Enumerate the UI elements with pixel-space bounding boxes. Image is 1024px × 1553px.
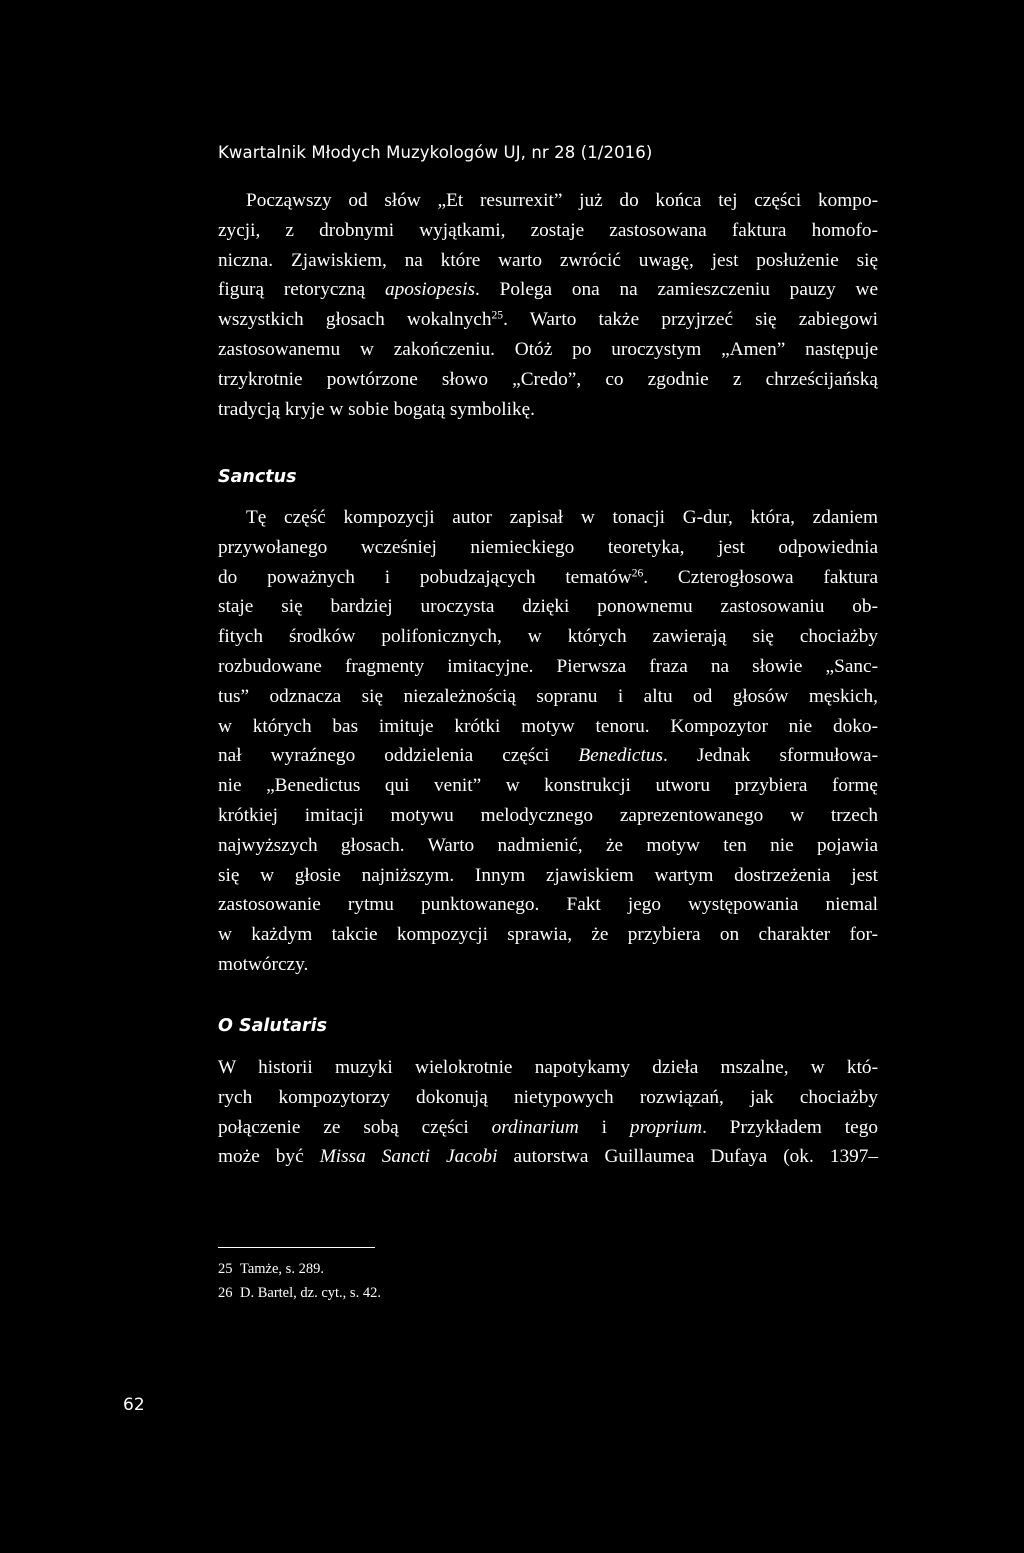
- text-line: [218, 1113, 878, 1143]
- footnote-ref-26[interactable]: 26: [631, 566, 644, 580]
- emphasis-aposiopesis: aposiopesis: [384, 279, 475, 301]
- text-run: . Czterogłosowa faktura: [643, 566, 878, 588]
- text-line: krótkiej imitacji motywu melodycznego zaprezentowanego w trzech: [218, 804, 878, 826]
- text-line: [218, 563, 878, 593]
- text-line: rych kompozytorzy dokonują nietypowych rozwiązań, jak chociażby: [218, 1086, 878, 1108]
- emphasis-missa-sancti-jacobi: Missa Sancti Jacobi: [319, 1146, 498, 1168]
- section-heading-sanctus: Sanctus: [218, 467, 297, 487]
- text-line: niczna. Zjawiskiem, na które warto zwrócić uwagę, jest posłużenie się: [218, 249, 878, 271]
- text-line: motwórczy.: [218, 953, 309, 975]
- footnote-number: 26: [218, 1285, 233, 1301]
- footnote-text: Tamże, s. 289.: [240, 1261, 324, 1277]
- text-line: [218, 305, 878, 335]
- footnotes: [218, 1257, 381, 1305]
- text-run: . Warto także przyjrzeć się zabiegowi: [503, 309, 878, 331]
- text-line: zastosowanie rytmu punktowanego. Fakt jego występowania niemal: [218, 894, 878, 916]
- emphasis-proprium: proprium: [629, 1116, 703, 1138]
- text-line: zastosowanemu w zakończeniu. Otóż po uroczystym „Amen” następuje: [218, 338, 878, 360]
- page-number: 62: [123, 1395, 145, 1415]
- section-heading-o-salutaris: O Salutaris: [218, 1016, 328, 1036]
- text-line: [218, 275, 878, 305]
- text-line: fitych środków polifonicznych, w których zawierają się chociażby: [218, 626, 878, 648]
- text-line: tus” odznacza się niezależnością sopranu i altu od głosów męskich,: [218, 685, 878, 707]
- footnote-25: [218, 1257, 381, 1281]
- running-head: Kwartalnik Młodych Muzykologów UJ, nr 28 (1/2016): [218, 143, 653, 162]
- footnote-number: 25: [218, 1261, 233, 1277]
- text-line: najwyższych głosach. Warto nadmienić, że motyw ten nie pojawia: [218, 834, 878, 856]
- text-line: w każdym takcie kompozycji sprawia, że przybiera on charakter for-: [218, 924, 878, 946]
- text-run: . Jednak sformułowa-: [662, 745, 878, 767]
- text-line: [218, 1142, 878, 1172]
- text-line: Począwszy od słów „Et resurrexit” już do końca tej części kompo-: [246, 190, 878, 211]
- text-line: Tę część kompozycji autor zapisał w tonacji G-dur, która, zdaniem: [246, 507, 878, 528]
- text-line: przywołanego wcześniej niemieckiego teoretyka, jest odpowiednia: [218, 536, 878, 558]
- text-run: figurą retoryczną: [218, 279, 385, 301]
- text-line: tradycją kryje w sobie bogatą symbolikę.: [218, 398, 535, 420]
- text-line: w których bas imituje krótki motyw tenoru. Kompozytor nie doko-: [218, 715, 878, 737]
- paragraph-o-salutaris: [218, 1053, 878, 1172]
- text-run: nał wyraźnego oddzielenia części: [218, 745, 579, 767]
- text-run: połączenie ze sobą części: [218, 1116, 492, 1138]
- emphasis-benedictus: Benedictus: [578, 745, 663, 767]
- text-line: zycji, z drobnymi wyjątkami, zostaje zastosowana faktura homofo-: [218, 219, 878, 241]
- footnote-ref-25[interactable]: 25: [491, 308, 504, 322]
- text-run: . Przykładem tego: [702, 1116, 878, 1138]
- footnote-26: [218, 1281, 381, 1305]
- text-run: . Polega ona na zamieszczeniu pauzy we: [474, 279, 878, 301]
- text-run: może być: [218, 1146, 320, 1168]
- text-line: W historii muzyki wielokrotnie napotykamy dzieła mszalne, w któ-: [218, 1057, 878, 1078]
- text-run: i: [578, 1116, 630, 1138]
- text-run: do poważnych i pobudzających tematów: [218, 566, 632, 588]
- text-line: się w głosie najniższym. Innym zjawiskiem wartym dostrzeżenia jest: [218, 864, 878, 886]
- paragraph-credo-ending: [218, 186, 878, 424]
- text-line: staje się bardziej uroczysta dzięki ponownemu zastosowaniu ob-: [218, 596, 878, 618]
- footnote-separator: [218, 1247, 375, 1248]
- text-run: autorstwa Guillaumea Dufaya (ok. 1397–: [497, 1146, 879, 1168]
- text-line: nie „Benedictus qui venit” w konstrukcji utworu przybiera formę: [218, 775, 878, 797]
- emphasis-ordinarium: ordinarium: [491, 1116, 579, 1138]
- paragraph-sanctus: [218, 503, 878, 980]
- text-line: [218, 741, 878, 771]
- footnote-text: D. Bartel, dz. cyt., s. 42.: [240, 1285, 381, 1301]
- text-line: rozbudowane fragmenty imitacyjne. Pierwsza fraza na słowie „Sanc-: [218, 655, 878, 677]
- text-run: wszystkich głosach wokalnych: [218, 309, 492, 331]
- text-line: trzykrotnie powtórzone słowo „Credo”, co zgodnie z chrześcijańską: [218, 368, 878, 390]
